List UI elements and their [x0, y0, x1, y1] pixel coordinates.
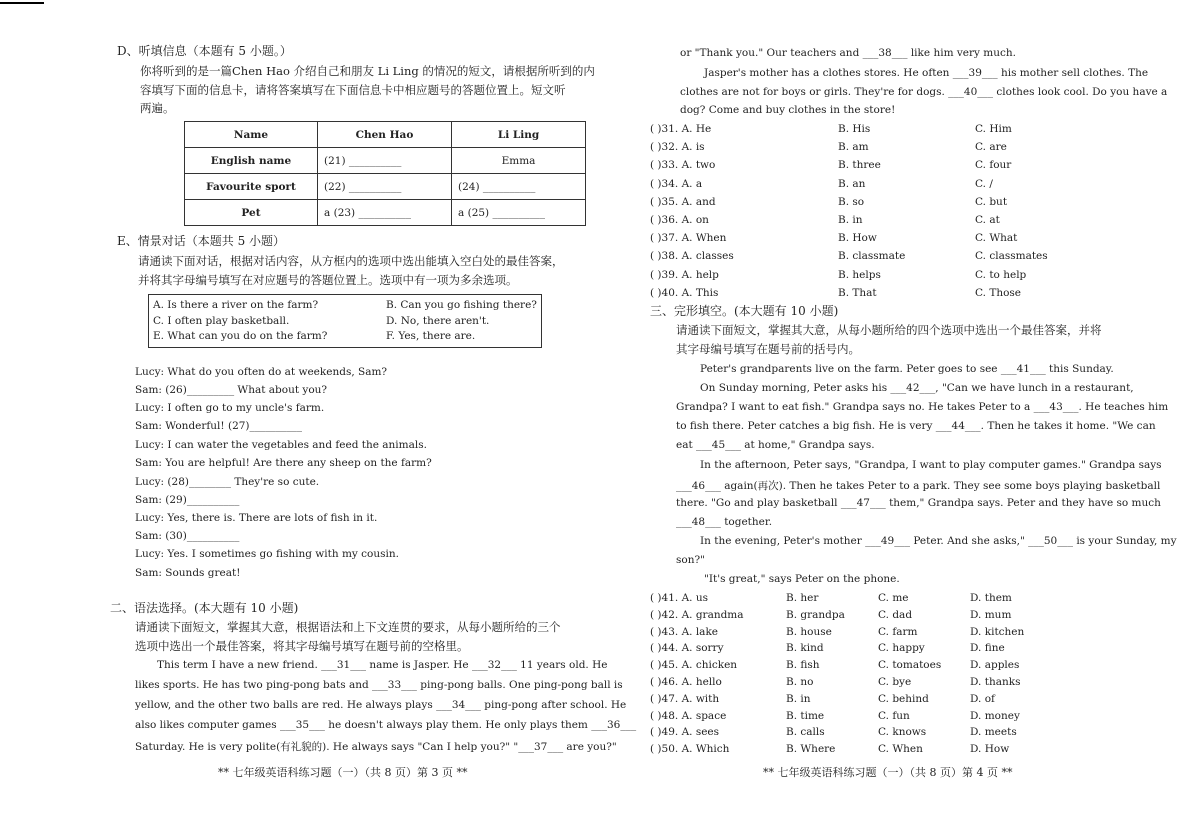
question-row [600, 178, 1200, 196]
question-option-a: ( )46. A. hello [650, 676, 722, 688]
passage-line: or "Thank you." Our teachers and ___38___ like him very much. [680, 47, 1016, 59]
question-option-c: C. at [975, 214, 1000, 226]
question-option-d: D. kitchen [970, 625, 1025, 638]
question-option-d: D. meets [970, 726, 1017, 739]
question-option-b: B. house [786, 625, 832, 638]
table-row [185, 174, 586, 200]
question-option-a: ( )39. A. help [650, 268, 719, 281]
question-option-b: B. her [786, 592, 819, 604]
question-option-a: ( )35. A. and [650, 195, 716, 208]
question-option-c: C. to help [975, 268, 1027, 281]
question-option-b: B. That [838, 286, 877, 299]
question-row [600, 196, 1200, 214]
info-card-table [184, 121, 586, 226]
question-option-c: C. When [878, 743, 923, 756]
answer-blank-23[interactable]: a (23) __________ [318, 200, 452, 226]
question-option-a: ( )49. A. sees [650, 726, 720, 739]
cloze-line: there. "Go and play basketball ___47___ them," Grandpa says. Peter and they have so much [676, 497, 1161, 509]
question-option-b: B. so [838, 195, 865, 208]
question-option-d: D. fine [970, 642, 1005, 655]
question-row [600, 159, 1200, 177]
question-row [600, 141, 1200, 159]
question-option-d: D. How [970, 743, 1010, 756]
header-li-ling: Li Ling [452, 122, 586, 148]
section-d-title: D、听填信息（本题有 5 小题。） [117, 44, 292, 58]
question-option-a: ( )32. A. is [650, 141, 705, 154]
answer-blank-21[interactable]: (21) __________ [318, 148, 452, 174]
question-row [600, 269, 1200, 287]
cloze-line: eat ___45___ at home," Grandpa says. [676, 439, 875, 451]
question-option-c: C. are [975, 141, 1007, 154]
question-option-b: B. in [786, 692, 811, 705]
question-option-b: B. fish [786, 659, 820, 672]
options-box [148, 294, 542, 348]
question-option-a: ( )34. A. a [650, 177, 703, 190]
question-option-c: C. behind [878, 692, 929, 705]
right-page [600, 0, 1200, 831]
cloze-line: On Sunday morning, Peter asks his ___42___, "Can we have lunch in a restaurant, [700, 382, 1134, 394]
question-option-b: B. helps [838, 268, 881, 281]
question-option-a: ( )38. A. classes [650, 250, 734, 263]
option-f: F. Yes, there are. [386, 330, 476, 342]
dialogue-line: Sam: You are helpful! Are there any sheep on the farm? [135, 457, 432, 469]
question-row [600, 626, 1200, 644]
question-option-b: B. grandpa [786, 608, 845, 621]
question-option-a: ( )33. A. two [650, 159, 716, 172]
question-option-d: D. money [970, 709, 1020, 722]
option-a: A. Is there a river on the farm? [153, 299, 319, 311]
question-option-c: C. four [975, 159, 1012, 172]
dialogue-line: Sam: (26)_________ What about you? [135, 384, 328, 396]
dialogue-line: Lucy: Yes. I sometimes go fishing with my cousin. [135, 548, 399, 560]
question-row [600, 250, 1200, 268]
option-c: C. I often play basketball. [153, 315, 290, 327]
question-row [600, 676, 1200, 694]
section-d-instruction-1: 你将听到的是一篇Chen Hao 介绍自己和朋友 Li Ling 的情况的短文，请根据所听到的内 [140, 64, 595, 78]
question-option-d: D. mum [970, 608, 1012, 621]
dialogue-line: Sam: Sounds great! [135, 567, 241, 579]
question-row [600, 743, 1200, 761]
question-row [600, 123, 1200, 141]
question-option-d: D. thanks [970, 676, 1021, 688]
question-option-a: ( )47. A. with [650, 692, 720, 705]
question-option-b: B. three [838, 159, 881, 172]
question-option-b: B. in [838, 214, 863, 226]
question-option-c: C. Those [975, 286, 1022, 299]
cloze-line: In the evening, Peter's mother ___49___ Peter. And she asks," ___50___ is your Sunday, my [700, 535, 1177, 547]
question-option-c: C. but [975, 195, 1008, 208]
question-option-a: ( )31. A. He [650, 123, 712, 135]
question-option-c: C. bye [878, 676, 912, 688]
passage-line: yellow, and the other two balls are red. He always plays ___34___ ping-pong after school. He [135, 699, 627, 711]
question-option-a: ( )44. A. sorry [650, 642, 724, 655]
question-option-c: C. / [975, 177, 993, 190]
question-option-c: C. fun [878, 709, 910, 722]
question-option-d: D. them [970, 592, 1012, 604]
section-ii-instruction-1: 请通读下面短文，掌握其大意，根据语法和上下文连贯的要求，从每小题所给的三个 [135, 620, 561, 634]
question-row [600, 642, 1200, 660]
question-row [600, 592, 1200, 610]
question-row [600, 710, 1200, 728]
cloze-line: Grandpa? I want to eat fish." Grandpa says no. He takes Peter to a ___43___. He teaches him [676, 401, 1169, 413]
section-iii-instruction-2: 其字母编号填写在题号前的括号内。 [676, 342, 860, 356]
question-option-b: B. time [786, 709, 825, 722]
section-ii-instruction-2: 选项中选出一个最佳答案，将其字母编号填写在题号前的空格里。 [135, 639, 469, 653]
question-option-a: ( )43. A. lake [650, 625, 719, 638]
dialogue-line: Lucy: I often go to my uncle's farm. [135, 402, 325, 414]
passage-line: likes sports. He has two ping-pong bats and ___33___ ping-pong balls. One ping-pong ball is [135, 679, 623, 691]
cloze-line: In the afternoon, Peter says, "Grandpa, I want to play computer games." Grandpa says [700, 459, 1162, 471]
passage-line: Saturday. He is very polite(有礼貌的). He always says "Can I help you?" "___37___ are you?" [135, 741, 617, 753]
question-option-a: ( )37. A. When [650, 232, 727, 245]
passage-line: dog? Come and buy clothes in the store! [680, 104, 896, 116]
question-option-a: ( )36. A. on [650, 214, 709, 226]
section-d-instruction-2: 容填写下面的信息卡，请将答案填写在下面信息卡中相应题号的答题位置上。短文听 [140, 83, 566, 97]
section-ii-title: 二、语法选择。(本大题有 10 小题) [110, 601, 299, 615]
question-row [600, 659, 1200, 677]
passage-line: also likes computer games ___35___ he doesn't always play them. He only plays them ___36___ [135, 719, 637, 731]
section-iii-title: 三、完形填空。(本大题有 10 小题) [650, 304, 839, 318]
question-row [600, 726, 1200, 744]
section-e-instruction-2: 并将其字母编号填写在对应题号的答题位置上。选项中有一项为多余选项。 [138, 273, 518, 287]
page-footer-4: ** 七年级英语科练习题（一）（共 8 页）第 4 页 ** [763, 766, 1013, 779]
header-chen-hao: Chen Hao [318, 122, 452, 148]
option-e: E. What can you do on the farm? [153, 330, 328, 342]
question-option-a: ( )41. A. us [650, 592, 708, 604]
table-row [185, 200, 586, 226]
question-option-c: C. knows [878, 726, 927, 739]
question-option-a: ( )48. A. space [650, 709, 727, 722]
cloze-line: ___46___ again(再次). Then he takes Peter to a park. They see some boys playing basketball [676, 480, 1161, 492]
question-option-c: C. classmates [975, 250, 1048, 263]
question-option-b: B. no [786, 676, 814, 688]
question-option-d: D. of [970, 692, 995, 705]
question-row [600, 693, 1200, 711]
cloze-line: to fish there. Peter catches a big fish. He is very ___44___. Then he takes it home. "We can [676, 420, 1156, 432]
question-option-a: ( )45. A. chicken [650, 659, 738, 672]
question-option-c: C. me [878, 592, 909, 604]
dialogue-line: Sam: (29)__________ [135, 494, 240, 506]
dialogue-line: Lucy: Yes, there is. There are lots of fish in it. [135, 512, 378, 524]
page-footer-3: ** 七年级英语科练习题（一）（共 8 页）第 3 页 ** [218, 766, 468, 779]
question-option-d: D. apples [970, 659, 1020, 672]
question-option-b: B. calls [786, 726, 825, 739]
answer-blank-25[interactable]: a (25) __________ [452, 200, 586, 226]
question-option-c: C. farm [878, 625, 918, 638]
answer-blank-22[interactable]: (22) __________ [318, 174, 452, 200]
question-option-c: C. tomatoes [878, 659, 942, 672]
passage-line: This term I have a new friend. ___31___ name is Jasper. He ___32___ 11 years old. He [157, 659, 608, 671]
section-d-instruction-3: 两遍。 [140, 101, 175, 115]
section-e-title: E、情景对话（本题共 5 小题） [117, 234, 286, 248]
dialogue-line: Sam: Wonderful! (27)__________ [135, 420, 303, 432]
question-option-b: B. How [838, 232, 877, 245]
question-option-b: B. Where [786, 743, 836, 756]
question-option-c: C. dad [878, 608, 913, 621]
question-option-c: C. Him [975, 123, 1012, 135]
dialogue-line: Lucy: (28)________ They're so cute. [135, 476, 320, 488]
option-b: B. Can you go fishing there? [386, 299, 537, 311]
question-option-b: B. am [838, 141, 869, 154]
question-row [600, 214, 1200, 232]
row-label: English name [185, 148, 318, 174]
cloze-line: ___48___ together. [676, 516, 773, 528]
cloze-line: son?" [676, 554, 705, 566]
passage-line: Jasper's mother has a clothes stores. He often ___39___ his mother sell clothes. The [704, 67, 1149, 79]
option-d: D. No, there aren't. [386, 315, 490, 327]
question-row [600, 232, 1200, 250]
dialogue-line: Sam: (30)__________ [135, 530, 240, 542]
question-option-c: C. happy [878, 642, 925, 655]
question-option-b: B. His [838, 123, 871, 135]
cloze-line: Peter's grandparents live on the farm. Peter goes to see ___41___ this Sunday. [700, 363, 1114, 375]
question-option-b: B. an [838, 177, 866, 190]
dialogue-line: Lucy: What do you often do at weekends, Sam? [135, 366, 388, 378]
question-option-a: ( )40. A. This [650, 286, 719, 299]
table-header-row [185, 122, 586, 148]
dialogue-line: Lucy: I can water the vegetables and feed the animals. [135, 439, 427, 451]
top-rule [0, 2, 44, 4]
section-iii-instruction-1: 请通读下面短文，掌握其大意，从每小题所给的四个选项中选出一个最佳答案，并将 [676, 323, 1102, 337]
answer-blank-24[interactable]: (24) __________ [452, 174, 586, 200]
question-option-a: ( )50. A. Which [650, 743, 730, 756]
cloze-line: "It's great," says Peter on the phone. [704, 573, 900, 585]
question-row [600, 609, 1200, 627]
question-option-b: B. kind [786, 642, 824, 655]
row-label: Pet [185, 200, 318, 226]
passage-line: clothes are not for boys or girls. They're for dogs. ___40___ clothes look cool. Do you have a [680, 86, 1168, 98]
question-option-a: ( )42. A. grandma [650, 608, 744, 621]
question-option-b: B. classmate [838, 250, 906, 263]
table-cell: Emma [452, 148, 586, 174]
section-e-instruction-1: 请通读下面对话，根据对话内容，从方框内的选项中选出能填入空白处的最佳答案， [138, 254, 564, 268]
header-name: Name [185, 122, 318, 148]
question-option-c: C. What [975, 232, 1018, 245]
row-label: Favourite sport [185, 174, 318, 200]
table-row [185, 148, 586, 174]
